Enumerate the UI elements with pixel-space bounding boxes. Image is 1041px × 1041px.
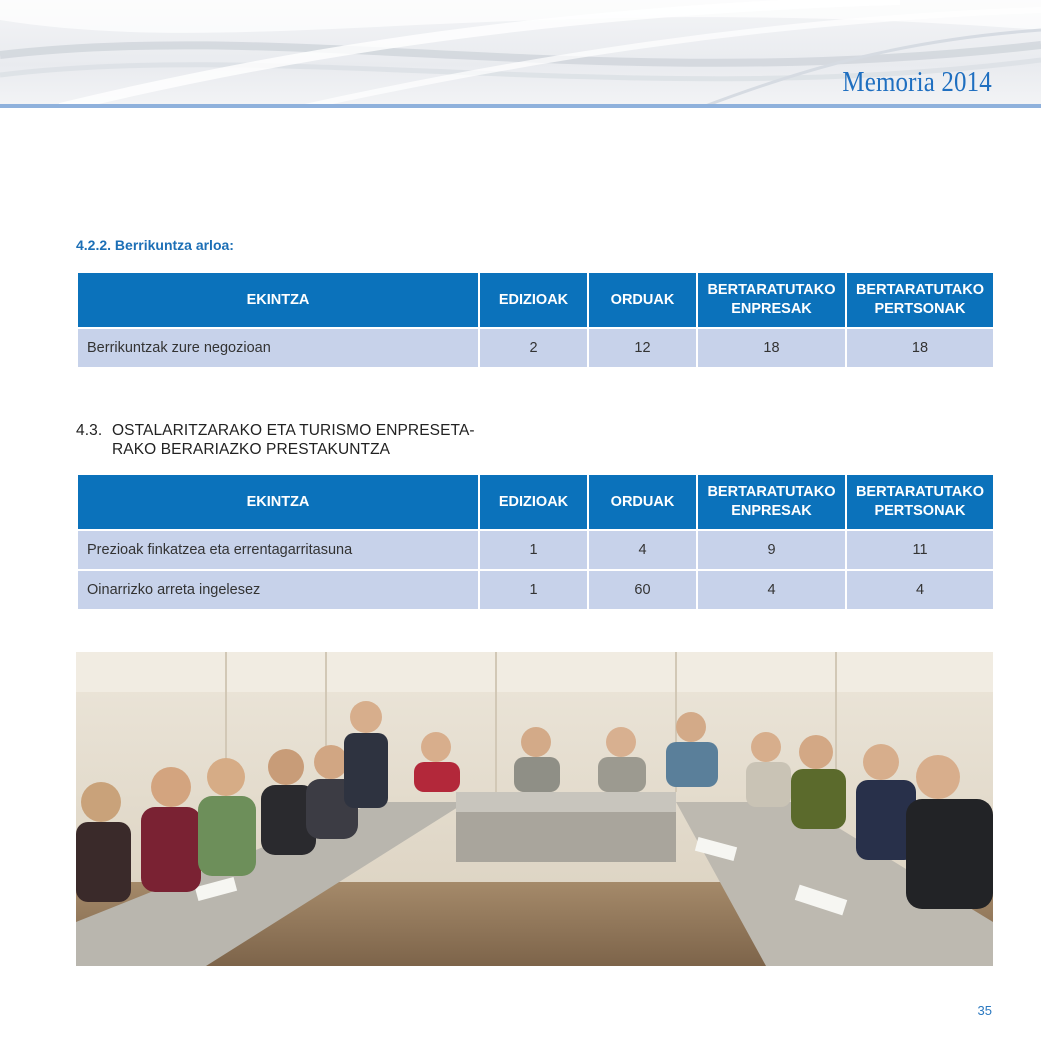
section-heading-line2: RAKO BERARIAZKO PRESTAKUNTZA [112,441,391,458]
col-persons: BERTARATUTAKO PERTSONAK [846,474,994,530]
col-action: EKINTZA [77,272,479,328]
table-row [77,570,994,610]
col-companies: BERTARATUTAKO ENPRESAK [697,272,846,328]
cell-companies: 9 [697,530,846,570]
col-hours: ORDUAK [588,474,697,530]
col-companies: BERTARATUTAKO ENPRESAK [697,474,846,530]
page-header [0,0,1041,108]
classroom-photo [76,652,993,966]
cell-persons: 18 [846,328,994,368]
col-editions: EDIZIOAK [479,272,588,328]
cell-persons: 11 [846,530,994,570]
table-row [77,328,994,368]
cell-action: Berrikuntzak zure negozioan [77,328,479,368]
section-422-heading: 4.2.2. Berrikuntza arloa: [76,237,234,253]
header-rule [0,104,1041,108]
table-row [77,530,994,570]
cell-hours: 12 [588,328,697,368]
cell-editions: 2 [479,328,588,368]
cell-companies: 4 [697,570,846,610]
cell-companies: 18 [697,328,846,368]
col-persons: BERTARATUTAKO PERTSONAK [846,272,994,328]
table-header-row [77,272,994,328]
cell-persons: 4 [846,570,994,610]
table-header-row [77,474,994,530]
cell-action: Oinarrizko arreta ingelesez [77,570,479,610]
col-editions: EDIZIOAK [479,474,588,530]
cell-editions: 1 [479,570,588,610]
innovation-table [76,271,995,369]
cell-action: Prezioak finkatzea eta errentagarritasuna [77,530,479,570]
cell-editions: 1 [479,530,588,570]
document-title: Memoria 2014 [842,66,992,98]
cell-hours: 4 [588,530,697,570]
hospitality-table [76,473,995,611]
col-hours: ORDUAK [588,272,697,328]
section-number: 4.3. [76,422,103,439]
cell-hours: 60 [588,570,697,610]
page-number: 35 [977,1003,992,1018]
classroom-illustration [76,652,993,966]
section-43-heading [76,421,475,459]
col-action: EKINTZA [77,474,479,530]
section-heading-line1: OSTALARITZARAKO ETA TURISMO ENPRESETA- [112,422,475,439]
